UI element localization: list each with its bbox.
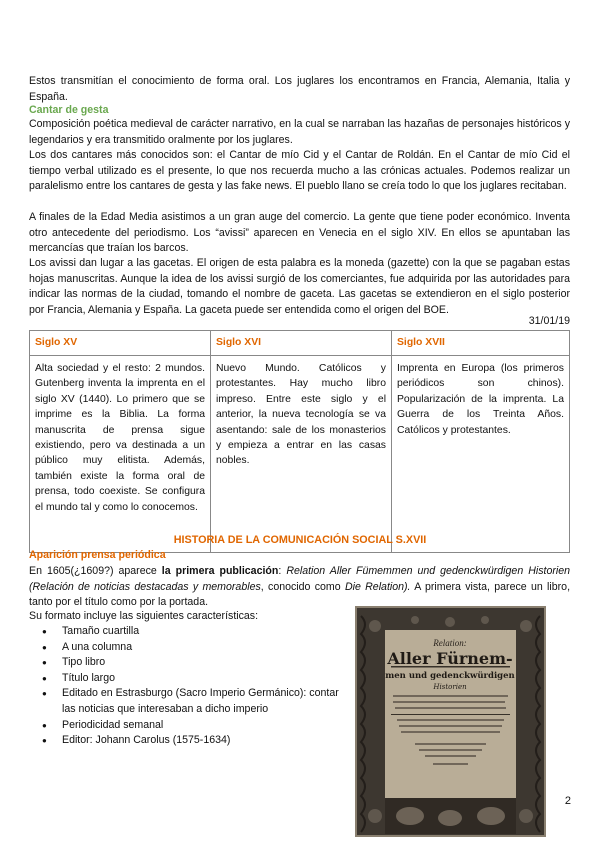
header-siglo-xv: Siglo XV bbox=[30, 331, 211, 356]
section-title: HISTORIA DE LA COMUNICACIÓN SOCIAL S.XVII bbox=[173, 534, 427, 546]
woodcut-title-line3: Historien bbox=[433, 683, 467, 691]
cantares-conocidos-paragraph: Los dos cantares más conocidos son: el Cantar de mío Cid y el Cantar de Roldán. En el Cantar de mío Cid el tiempo verbal utilizado es el presente, lo que nos recuerda mucho a las crónicas actuales. Podemos realizar un paralelismo entre los cantares de gesta y las fake news. El pueblo llano se creía todo lo que los juglares recitaban. bbox=[29, 149, 570, 193]
intro-paragraph-juglares: Estos transmitían el conocimiento de forma oral. Los juglares los encontramos en Francia, Alemania, Italia y España. bbox=[29, 75, 570, 103]
list-item: ● Editado en Estrasburgo (Sacro Imperio Germánico): contar las noticias que interesaban a dicho imperio bbox=[29, 686, 349, 717]
page-number: 2 bbox=[564, 795, 571, 807]
format-intro: Su formato incluye las siguientes características: bbox=[29, 610, 259, 622]
cantar-definition-paragraph: Composición poética medieval de carácter narrativo, en la cual se narraban las hazañas de personajes históricos y legendarios y era transmitido oralmente por los juglares. bbox=[29, 118, 570, 146]
cell-siglo-xvii: Imprenta en Europa (los primeros periódicos son chinos). Popularización de la imprenta. La Guerra de los Treinta Años. Católicos y protestantes. bbox=[392, 356, 570, 553]
section-subtitle: Aparición prensa periódica bbox=[29, 549, 166, 561]
die-relation-italic: Die Relation). bbox=[344, 580, 411, 593]
primera-publicacion-text-d: A primera vista, parece un libro, tanto por el título como por la portada. bbox=[29, 580, 571, 609]
date-label: 31/01/19 bbox=[528, 315, 570, 327]
relation-title-page-image bbox=[355, 606, 546, 837]
list-item: ● Tipo libro bbox=[29, 655, 349, 671]
features-list bbox=[29, 624, 349, 749]
list-item: ● Tamaño cuartilla bbox=[29, 624, 349, 640]
relation-title-italic: Relation Aller Fümemmen und gedenckwürdigen Historien (Relación de noticias destacadas y memorables bbox=[29, 565, 571, 593]
table-row bbox=[30, 356, 570, 553]
list-item: ● Periodicidad semanal bbox=[29, 718, 349, 734]
list-item: ● A una columna bbox=[29, 640, 349, 656]
header-siglo-xvi: Siglo XVI bbox=[211, 331, 392, 356]
avissi-paragraph: A finales de la Edad Media asistimos a un gran auge del comercio. La gente que tiene poder económico. Inventa otro antecedente del periodismo. Los “avissi” aparecen en Venecia en el siglo XIV. En ellos se apuntaban las mercancías que traían los barcos. bbox=[29, 211, 570, 255]
primera-publicacion-paragraph bbox=[29, 564, 570, 611]
primera-publicacion-text-b: : bbox=[278, 565, 287, 577]
woodcut-title-line2: men und gedenckwürdigen bbox=[385, 671, 515, 681]
primera-publicacion-text-a: En 1605(¿1609?) aparece bbox=[29, 565, 162, 577]
cantar-de-gesta-heading: Cantar de gesta bbox=[29, 104, 109, 116]
primera-publicacion-text-c: , conocido como bbox=[260, 580, 345, 593]
list-item: ● Editor: Johann Carolus (1575-1634) bbox=[29, 733, 349, 749]
centuries-table bbox=[29, 330, 570, 553]
table-header-row bbox=[30, 331, 570, 356]
primera-publicacion-bold: la primera publicación bbox=[161, 565, 279, 577]
cell-siglo-xvi: Nuevo Mundo. Católicos y protestantes. Hay mucho libro impreso. Entre este siglo y el anterior, la nueva tecnología se va asentando: sale de los monasterios y empieza a entrar en las casas nobles. bbox=[211, 356, 392, 553]
woodcut-title-line1: Aller Fürnem- bbox=[387, 649, 513, 668]
gacetas-paragraph: Los avissi dan lugar a las gacetas. El origen de esta palabra es la moneda (gazette) con la que se pagaban estas hojas manuscritas. Aunque la idea de los avissi surgió de los comerciantes, fue adquirida por las autoridades para indicar las normas de la ciudad, tomando el nombre de gaceta. Las gacetas se extendieron en el siglo posterior por Francia, Alemania y España. La gaceta puede ser entendida como el origen del BOE. bbox=[29, 257, 570, 316]
cell-siglo-xv: Alta sociedad y el resto: 2 mundos. Gutenberg inventa la imprenta en el siglo XV (1440). Lo primero que se imprime es la Biblia. La forma manuscrita de prensa sigue existiendo, pero va destinada a un público muy elitista. Además, también existe la forma oral de prensa, todo coexiste. Se configura el mundo tal y como lo conocemos. bbox=[30, 356, 211, 553]
header-siglo-xvii: Siglo XVII bbox=[392, 331, 570, 356]
woodcut-heading: Relation: bbox=[433, 638, 467, 648]
list-item: ● Título largo bbox=[29, 671, 349, 687]
